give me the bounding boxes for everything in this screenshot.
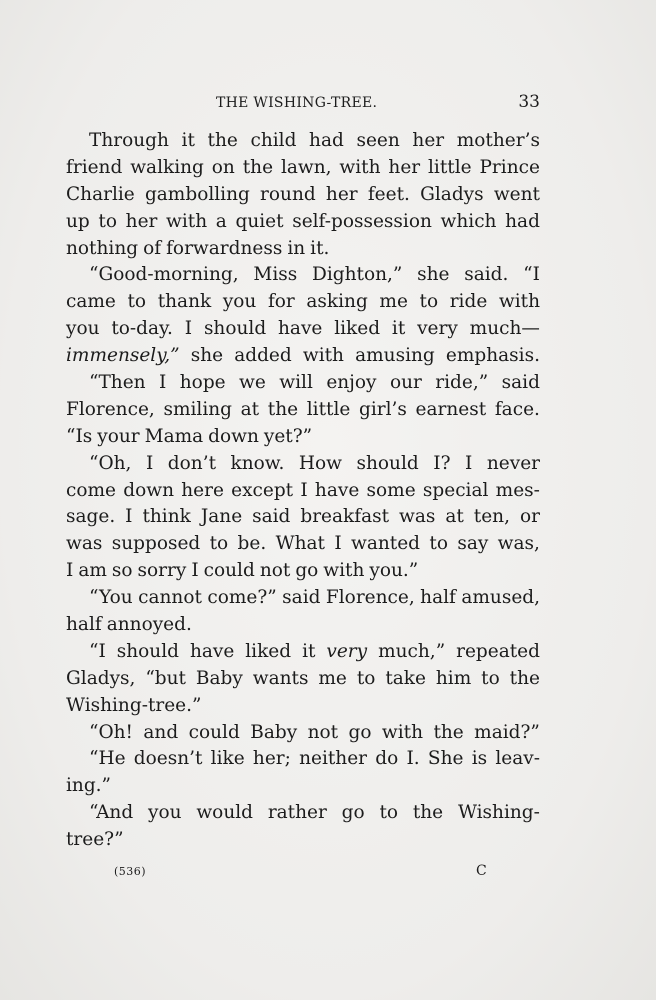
text-line: up to her with a quiet self-possession which had xyxy=(66,210,540,232)
body-text xyxy=(66,128,540,854)
signature-letter: C xyxy=(476,863,487,879)
text-line: “Good-morning, Miss Dighton,” she said. “I xyxy=(89,264,540,286)
text-line: “I should have liked it very much,” repeated xyxy=(89,640,540,662)
text-line: tree?” xyxy=(66,829,124,851)
running-head: THE WISHING-TREE. xyxy=(216,95,378,111)
text-line: Charlie gambolling round her feet. Gladys went xyxy=(66,183,540,205)
signature-number: (536) xyxy=(114,865,147,878)
text-line: nothing of forwardness in it. xyxy=(66,237,330,259)
text-line: “Oh, I don’t know. How should I? I never xyxy=(89,452,540,474)
text-line: came to thank you for asking me to ride with xyxy=(66,291,540,313)
text-line: immensely,” she added with amusing emphasis. xyxy=(66,345,540,367)
page-header xyxy=(66,92,540,116)
text-line: you to-day. I should have liked it very much— xyxy=(66,318,540,340)
text-line: sage. I think Jane said breakfast was at ten, or xyxy=(66,506,540,528)
text-line: “You cannot come?” said Florence, half amused, xyxy=(89,587,540,609)
page-number: 33 xyxy=(518,92,540,112)
text-line: Florence, smiling at the little girl’s earnest face. xyxy=(66,398,540,420)
text-line: friend walking on the lawn, with her little Prince xyxy=(66,156,540,178)
text-line: come down here except I have some special mes- xyxy=(66,479,540,501)
text-line: I am so sorry I could not go with you.” xyxy=(66,560,419,582)
text-line: “Then I hope we will enjoy our ride,” said xyxy=(89,372,540,394)
text-line: “And you would rather go to the Wishing- xyxy=(89,802,540,824)
text-line: half annoyed. xyxy=(66,614,192,636)
text-line: was supposed to be. What I wanted to say was, xyxy=(66,533,540,555)
text-line: Gladys, “but Baby wants me to take him to the xyxy=(66,667,540,689)
text-line: “Is your Mama down yet?” xyxy=(66,425,313,447)
text-line: Through it the child had seen her mother’s xyxy=(89,130,540,151)
text-line: ing.” xyxy=(66,775,112,797)
text-line: “Oh! and could Baby not go with the maid?” xyxy=(89,721,540,743)
text-line: Wishing-tree.” xyxy=(66,694,202,716)
text-line: “He doesn’t like her; neither do I. She is leav- xyxy=(89,748,540,770)
page-footer xyxy=(66,863,540,883)
